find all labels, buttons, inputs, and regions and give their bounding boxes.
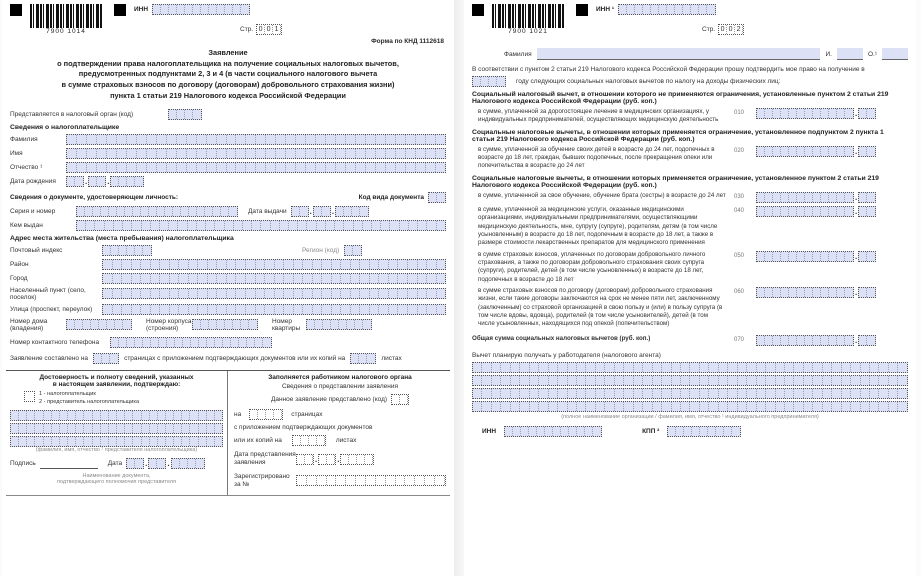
item-030-kop[interactable]	[858, 192, 876, 203]
employer-label: Вычет планирую получать у работодателя (налогового агента)	[472, 351, 661, 359]
page1-header	[2, 0, 454, 46]
pages-label: страницах	[291, 410, 323, 418]
doc-name-caption-line2: подтверждающего полномочия представителя	[56, 479, 177, 486]
sheets-count-field[interactable]	[350, 353, 376, 364]
total-amount[interactable]: .	[756, 335, 876, 346]
provided-label: Данное заявление представлено (код)	[270, 395, 388, 403]
sign-date-field[interactable]: . .	[126, 458, 204, 469]
barcode-number: 7900 1014	[46, 28, 86, 35]
apartment-field[interactable]	[306, 319, 372, 330]
item-030-code: 030	[733, 193, 744, 200]
barcode	[492, 4, 564, 35]
surname-line-field[interactable]	[537, 48, 821, 60]
city-label: Город	[10, 274, 28, 282]
total-kop[interactable]	[858, 335, 876, 346]
item-050-rub[interactable]	[756, 251, 854, 262]
address-section-header: Адрес места жительства (места пребывания) налогоплательщика	[10, 234, 234, 242]
region-code-label: Регион (код)	[302, 246, 340, 254]
official-title: Заполняется работником налогового органа	[268, 373, 412, 381]
doc-code-field[interactable]	[428, 192, 446, 203]
birth-date-label: Дата рождения	[10, 177, 56, 185]
section-heading-3: Социальные налоговые вычеты, в отношении которых применяется ограничение, установленное пунктом 2 статьи 219 Налогового кодекса Российской Федерации (руб. коп.)	[472, 174, 879, 189]
signer-option-1: 1 - налогоплательщик	[39, 390, 96, 397]
item-040-kop[interactable]	[858, 206, 876, 217]
locality-label: Населенный пункт (село, поселок)	[10, 286, 86, 301]
birth-date-month[interactable]	[88, 176, 106, 187]
birth-date-day[interactable]	[66, 176, 84, 187]
birth-date-year[interactable]	[110, 176, 144, 187]
item-020-amount[interactable]: .	[756, 146, 876, 157]
employer-name-row[interactable]	[472, 362, 908, 373]
postal-code-label: Почтовый индекс	[10, 246, 63, 254]
item-020-kop[interactable]	[858, 146, 876, 157]
phone-label: Номер контактного телефона	[10, 338, 100, 346]
inn-label: ИНН ¹	[596, 6, 615, 13]
doc-code-label: Код вида документа	[358, 193, 424, 201]
submission-date-label	[234, 451, 296, 468]
employer-inn-field[interactable]	[504, 426, 602, 437]
provided-code-field[interactable]	[391, 394, 409, 405]
page-number-label: Стр.	[240, 26, 254, 33]
official-pages-field[interactable]	[249, 409, 283, 420]
item-060-desc: в сумме страховых взносов по договору (договорам) добровольного страхования жизни, если такие договоры заключаются на срок не менее пяти лет, заключенному (заключенным) со страховой организацией в свою пользу и (или) в пользу супруга (в том числе вдовы, вдовца), родителей (в том числе усыновителей), детей (в том числе усыновленных, находящихся под опекой (попечительством)	[478, 287, 723, 328]
form-page-2	[464, 0, 916, 576]
sheets-label: листах	[335, 436, 357, 444]
attach-label: с приложением подтверждающих документов	[234, 423, 373, 431]
house-label: Номер дома (владения)	[10, 317, 48, 332]
initial-o-label: О.¹	[867, 50, 877, 58]
registered-label-line2: за №	[234, 480, 250, 488]
issued-by-label: Кем выдан	[10, 221, 43, 229]
pages-count-field[interactable]	[93, 353, 119, 364]
representative-fio-row[interactable]	[10, 410, 223, 421]
submission-date-month[interactable]	[318, 454, 336, 465]
representative-fio-row[interactable]	[10, 423, 223, 434]
employer-inn-label: ИНН	[482, 427, 497, 435]
initial-i-field[interactable]	[837, 48, 863, 60]
district-label: Район	[10, 260, 29, 268]
employer-name-row[interactable]	[472, 388, 908, 399]
composed-end-label: листах	[381, 354, 402, 362]
item-060-code: 060	[733, 289, 744, 296]
signature-label: Подпись	[10, 460, 36, 468]
representative-fio-row[interactable]	[10, 436, 223, 447]
item-060-amount[interactable]: .	[756, 287, 876, 298]
form-title-line: предусмотренных подпунктами 2, 3 и 4 (в части социального налогового вычета	[78, 69, 378, 79]
registration-mark-icon	[10, 4, 22, 16]
item-020-desc: в сумме, уплаченной за обучение своих детей в возрасте до 24 лет, подопечных в возрасте до 18 лет, граждан, бывших подопечных, после прекращения опеки или попечительства в возрасте до 24 лет	[478, 145, 715, 170]
inn-field[interactable]	[152, 4, 250, 15]
barcode-bars-icon	[30, 4, 102, 28]
form-title-line: Заявление	[208, 48, 248, 57]
registration-mark-icon	[114, 4, 126, 16]
form-title-line: в сумме страховых взносов по договору (договорам) добровольного страхования жизни)	[61, 80, 395, 90]
item-010-code: 010	[733, 110, 744, 116]
item-010-rub[interactable]	[756, 108, 854, 119]
submission-date-day[interactable]	[296, 454, 314, 465]
barcode-number: 7900 1021	[508, 28, 548, 35]
series-number-field[interactable]	[76, 206, 238, 217]
phone-field[interactable]	[110, 337, 272, 348]
form-title	[2, 48, 454, 102]
tax-authority-code-field[interactable]	[168, 109, 202, 120]
item-020-code: 020	[733, 147, 744, 154]
tax-authority-label: Представляется в налоговый орган (код)	[10, 110, 134, 118]
official-subtitle: Сведения о представлении заявления	[281, 382, 399, 390]
barcode-bars-icon	[492, 4, 564, 28]
page-gap	[454, 0, 464, 576]
issue-date-day[interactable]	[291, 206, 309, 217]
section-heading-2: Социальные налоговые вычеты, в отношении которых применяется ограничение, установленное подпунктом 2 пункта 1 статьи 219 Налогового кодекса Российской Федерации (руб. коп.)	[472, 128, 884, 143]
barcode	[30, 4, 102, 35]
item-040-amount[interactable]: .	[756, 206, 876, 217]
inn-label: ИНН	[134, 6, 149, 13]
item-040-code: 040	[733, 207, 744, 214]
series-number-label: Серия и номер	[10, 207, 56, 215]
item-050-amount[interactable]: .	[756, 251, 876, 262]
initial-o-field[interactable]	[882, 48, 908, 60]
surname-label: Фамилия	[10, 135, 38, 143]
form-title-line: пункта 1 статьи 219 Налогового кодекса Российской Федерации	[110, 90, 346, 100]
issue-date-label: Дата выдачи	[248, 207, 287, 215]
patronymic-label: Отчество ¹	[10, 163, 43, 171]
sign-date-label: Дата	[107, 460, 123, 468]
surname-label: Фамилия	[504, 50, 532, 58]
submission-date-field[interactable]: . .	[296, 454, 374, 465]
signer-option-2: 2 - представитель налогоплательщика	[39, 398, 140, 405]
apartment-label: Номер квартиры	[272, 317, 301, 332]
registered-label	[234, 473, 296, 490]
doc-name-caption-line1: Наименование документа,	[82, 473, 151, 480]
official-block	[228, 371, 450, 496]
id-doc-section-header: Сведения о документе, удостоверяющем личность:	[10, 193, 179, 201]
sign-date-month[interactable]	[148, 458, 166, 469]
item-060-kop[interactable]	[858, 287, 876, 298]
registration-mark-icon	[472, 4, 484, 16]
item-030-rub[interactable]	[756, 192, 854, 203]
intro-line1: В соответствии с пунктом 2 статьи 219 Налогового кодекса Российской Федерации прошу подтвердить мое право на получение в	[472, 66, 865, 73]
confirm-title-line2: в настоящем заявлении, подтверждаю:	[52, 380, 181, 388]
section-heading-1: Социальный налоговый вычет, в отношении которого не применяются ограничения, установленные пунктом 2 статьи 219 Налогового кодекса Российской Федерации (руб. коп.)	[472, 91, 889, 105]
name-field[interactable]	[66, 148, 446, 159]
issue-date-field[interactable]: . .	[291, 206, 369, 217]
item-030-amount[interactable]: .	[756, 192, 876, 203]
item-060-rub[interactable]	[756, 287, 854, 298]
form-title-line: о подтверждении права налогоплательщика на получение социальных налоговых вычетов,	[57, 58, 399, 68]
item-050-code: 050	[733, 252, 744, 259]
total-label: Общая сумма социальных налоговых вычетов (руб. коп.)	[472, 334, 651, 342]
item-020-rub[interactable]	[756, 146, 854, 157]
issue-date-month[interactable]	[313, 206, 331, 217]
year-field[interactable]	[472, 76, 506, 87]
surname-field[interactable]	[66, 134, 446, 145]
form-page-1	[2, 0, 454, 576]
page2-header	[464, 0, 916, 46]
submission-date-year[interactable]	[340, 454, 374, 465]
item-050-kop[interactable]	[858, 251, 876, 262]
sign-date-year[interactable]	[171, 458, 205, 469]
representative-fio-caption: (фамилия, имя, отчество ¹ представителя налогоплательщика)	[35, 447, 198, 454]
patronymic-field[interactable]	[66, 162, 446, 173]
region-code-field[interactable]	[344, 245, 362, 256]
item-010-desc: в сумме, уплаченной за дорогостоящее лечение в медицинских организациях, у индивидуальных предпринимателей, осуществляющих медицинскую деятельность	[478, 108, 719, 124]
confirm-title-line1: Достоверность и полноту сведений, указанных	[39, 373, 194, 381]
on-label: на	[234, 410, 242, 418]
bottom-section	[6, 370, 450, 497]
item-010-kop[interactable]	[858, 108, 876, 119]
name-label: Имя	[10, 149, 23, 157]
confirmation-block	[6, 371, 228, 496]
locality-field[interactable]	[102, 288, 446, 299]
submission-date-label-line1: Дата представления	[234, 450, 296, 458]
item-030-desc: в сумме, уплаченной за свое обучение, обучение брата (сестры) в возрасте до 24 лет	[478, 191, 726, 199]
form-code: Форма по КНД 1112618	[371, 38, 444, 45]
official-sheets-field[interactable]	[292, 435, 326, 446]
signer-options	[39, 391, 139, 407]
street-label: Улица (проспект, переулок)	[10, 305, 93, 313]
item-040-rub[interactable]	[756, 206, 854, 217]
building-field[interactable]	[192, 319, 258, 330]
sign-date-day[interactable]	[126, 458, 144, 469]
taxpayer-section-header: Сведения о налогоплательщике	[10, 123, 120, 131]
registered-label-line1: Зарегистрировано	[234, 472, 290, 480]
street-field[interactable]	[102, 304, 446, 315]
employer-name-row[interactable]	[472, 375, 908, 386]
item-040-desc: в сумме, уплаченной за медицинские услуги, оказанные медицинскими организациями, индивидуальными предпринимателями, осуществляющими медицинскую деятельность, мне, супругу (супруге), родителям, детям (в том числе усыновленным) в возрасте до 18 лет, подопечным в возрасте до 18 лет, а также в размере стоимости лекарственных препаратов для медицинского применения	[478, 205, 718, 247]
signer-type-checkbox[interactable]	[24, 391, 35, 402]
inn-field[interactable]	[618, 4, 716, 15]
composed-mid-label: страницах с приложением подтверждающих документов или их копий на	[124, 354, 346, 362]
submission-date-label-line2: заявления	[234, 459, 266, 467]
signature-line[interactable]	[40, 458, 98, 469]
item-010-amount[interactable]: .	[756, 108, 876, 119]
birth-date-field[interactable]: . .	[66, 176, 144, 187]
intro-line2: году следующих социальных налоговых вычетов по налогу на доходы физических лиц:	[516, 78, 781, 85]
district-field[interactable]	[102, 259, 446, 270]
house-field[interactable]	[66, 319, 132, 330]
city-field[interactable]	[102, 273, 446, 284]
registration-number-field[interactable]	[296, 475, 446, 486]
employer-name-row[interactable]	[472, 401, 908, 412]
issued-by-field[interactable]	[76, 220, 446, 231]
item-050-desc: в сумме страховых взносов, уплаченных по договорам добровольного личного страхования, а также по договорам добровольного страхования своих супруга (супруги), родителей, детей (в том числе усыновленных) в возрасте до 18 лет, подопечных в возрасте до 18 лет	[478, 250, 706, 283]
page-number-field: 0 0 1	[256, 24, 282, 35]
building-label: Номер корпуса (строения)	[146, 317, 192, 332]
employer-kpp-label: КПП ²	[642, 427, 660, 435]
page-number-label: Стр.	[702, 26, 716, 33]
employer-caption: (полное наименование организации / фамилия, имя, отчество ¹ индивидуального предпринимателя)	[561, 413, 819, 420]
page-number-field: 0 0 2	[718, 24, 744, 35]
total-rub[interactable]	[756, 335, 854, 346]
employer-kpp-field[interactable]	[667, 426, 741, 437]
issue-date-year[interactable]	[335, 206, 369, 217]
copies-label: или их копий на	[234, 436, 282, 444]
initial-i-label: И.	[825, 50, 832, 58]
registration-mark-icon	[576, 4, 588, 16]
total-code: 070	[733, 336, 744, 343]
composed-on-label: Заявление составлено на	[10, 354, 89, 362]
postal-code-field[interactable]	[102, 245, 152, 256]
